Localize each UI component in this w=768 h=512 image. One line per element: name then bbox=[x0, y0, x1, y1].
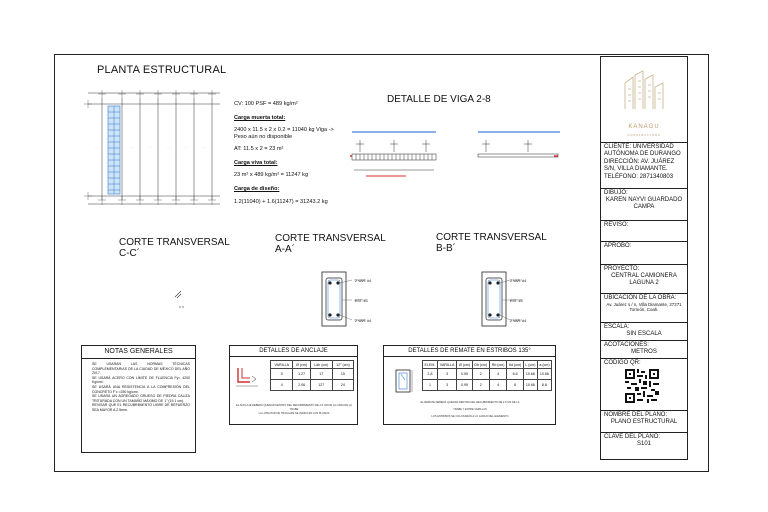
table-row bbox=[271, 380, 354, 391]
plan-dim-4: · · · bbox=[166, 146, 171, 149]
table-row bbox=[271, 369, 354, 380]
plan-name-value: PLANO ESTRUCTURAL bbox=[610, 419, 678, 425]
remate-header-cell: VARILLA bbox=[437, 361, 457, 369]
section-aa-line-2: A-A´ bbox=[275, 244, 295, 255]
tributary-area: AT: 11.5 x 2 = 23 m² bbox=[234, 146, 284, 152]
table-row bbox=[423, 380, 552, 391]
location-value: Av. Juárez s / n, Villa Diamante, 27271 Torreón, Coah. bbox=[606, 302, 682, 313]
remate-footnote-2: TRABE Y ENTRE VARILLAS bbox=[453, 408, 487, 411]
section-bb-title bbox=[436, 232, 547, 254]
project-cell bbox=[601, 265, 687, 294]
remate-cell: 10.66 bbox=[537, 369, 551, 380]
approved-by-label: APROBÓ: bbox=[604, 243, 632, 249]
section-aa-line-1: CORTE TRANSVERSAL bbox=[275, 233, 386, 244]
anchor-table bbox=[270, 360, 354, 391]
remate-cell: 4 bbox=[489, 380, 506, 391]
approved-by-cell bbox=[601, 242, 687, 265]
remate-cell: 1 bbox=[423, 380, 438, 391]
anchor-header-cell: 12° (cm) bbox=[332, 361, 353, 369]
remate-cell: 10.66 bbox=[523, 380, 537, 391]
drawn-by-label: DIBUJÓ: bbox=[604, 190, 628, 196]
remate-header-cell: a (cm) bbox=[539, 362, 550, 367]
anchor-cell: 3 bbox=[271, 369, 293, 380]
section-bb-line-2: B-B´ bbox=[436, 243, 456, 254]
section-aa-top-label: 2 VAR. #4 bbox=[355, 279, 372, 283]
section-aa-title bbox=[275, 233, 386, 255]
section-bb-stirrup-label: EST. #3 bbox=[510, 299, 523, 303]
plan-dim-5: · · · bbox=[184, 146, 189, 149]
remate-cell: 2-8 bbox=[423, 369, 438, 380]
anchor-header-cell: Ø (cm) bbox=[293, 361, 310, 369]
anchor-cell: 4 bbox=[271, 380, 293, 391]
plan-title: PLANTA ESTRUCTURAL bbox=[97, 64, 227, 76]
drawn-by-cell bbox=[601, 189, 687, 221]
logo-text: KANAGU bbox=[628, 124, 660, 130]
plan-dim-2: · · · bbox=[130, 146, 135, 149]
anchor-footnote-1: EL ANCLAJE DEBERÁ QUEDAR DENTRO DEL RECUBRIMIENTO DE 2.5 CM DE LA CARA DE LA TRABE bbox=[236, 404, 352, 411]
plan-key-cell bbox=[601, 433, 687, 459]
revised-by-cell bbox=[601, 221, 687, 242]
remate-header-cell: 6d (cm) bbox=[507, 361, 524, 369]
plan-dim-3: · · · bbox=[148, 146, 153, 149]
remate-cell: 4 bbox=[489, 369, 506, 380]
anchor-cell: 15 bbox=[332, 369, 353, 380]
plan-dim-1: · · · bbox=[94, 146, 99, 149]
table-row bbox=[423, 369, 552, 380]
remate-cell: 0.95 bbox=[457, 380, 472, 391]
section-cc-title bbox=[119, 237, 230, 259]
client-info: CLIENTE: UNIVERSIDAD AUTÓNOMA DE DURANGO DIRECCIÓN: AV. JUÁREZ S/N, VILLA DIAMANTE. TELÉFONO: 2871340803 bbox=[604, 144, 681, 180]
stirrup-hook-drawing bbox=[392, 366, 420, 396]
remate-cell: 8.8 bbox=[537, 380, 551, 391]
section-cc-line-2: C-C´ bbox=[119, 248, 141, 259]
remate-header-cell: ELEM. bbox=[423, 361, 438, 369]
scale-value: SIN ESCALA bbox=[626, 331, 662, 337]
section-bb-drawing bbox=[476, 268, 536, 328]
company-logo bbox=[621, 69, 667, 121]
plan-key-value: S101 bbox=[636, 441, 651, 447]
anchor-cell: 127 bbox=[310, 380, 332, 391]
anchor-header-cell: VARILLA bbox=[271, 361, 293, 369]
anchor-cell: 2.06 bbox=[293, 380, 310, 391]
project-label: PROYECTO: bbox=[604, 266, 640, 272]
units-value: METROS bbox=[631, 349, 657, 355]
dead-load-title: Carga muerta total: bbox=[234, 115, 286, 121]
plan-dim-6: · · · bbox=[202, 146, 207, 149]
plan-key-label: CLAVE DEL PLANO: bbox=[604, 434, 661, 440]
general-note-2: SE USARÁ ACERO CON LÍMITE DE FLUENCIA Fy= 4200 Kg/cm². bbox=[92, 375, 190, 385]
general-note-3: SE USARÁ UNA RESISTENCIA A LA COMPRESIÓN DEL CONCRETO F'c =250 kg/cm². bbox=[92, 384, 190, 394]
remate-header-cell: L (cm) bbox=[525, 362, 536, 367]
section-bb-top-label: 2 VAR. #4 bbox=[510, 279, 527, 283]
structural-plan-drawing bbox=[80, 88, 225, 206]
section-aa-bottom-label: 2 VAR. #4 bbox=[355, 319, 372, 323]
remate-header-cell: Ø (cm) bbox=[457, 361, 472, 369]
remate-footnote-1: EL REMATE DEBERÁ QUEDAR DENTRO DEL RECUBRIMIENTO DE 2.5 CM DE LA bbox=[420, 401, 520, 404]
live-load-cv: CV: 100 PSF = 489 kg/m² bbox=[234, 101, 298, 107]
stirrup-hook-details-title: DETALLES DE REMATE EN ESTRIBOS 135° bbox=[384, 346, 555, 357]
stirrup-hook-table bbox=[422, 360, 552, 391]
dead-load-line-2: Peso aún no disponible bbox=[234, 134, 293, 140]
section-aa-stirrup-label: EST. #3 bbox=[355, 299, 368, 303]
remate-cell: 2 bbox=[472, 369, 489, 380]
remate-cell: 0.95 bbox=[457, 369, 472, 380]
scale-label: ESCALA: bbox=[604, 324, 630, 330]
qr-cell bbox=[601, 359, 687, 411]
remate-cell: 3 bbox=[437, 369, 457, 380]
drawn-by-value: KAREN NAYVI GUARDADO CAMPA bbox=[605, 197, 683, 210]
live-load-title: Carga viva total: bbox=[234, 160, 278, 166]
general-note-1: SE USARAN LAS NORMAS TÉCNICAS COMPLEMENTARIAS DE LA CIUDAD DE MÉXICO DEL AÑO 2017. bbox=[92, 362, 190, 376]
scale-cell bbox=[601, 323, 687, 341]
section-cc-drawing bbox=[172, 288, 186, 310]
remate-cell: 10.66 bbox=[523, 369, 537, 380]
section-bb-line-1: CORTE TRANSVERSAL bbox=[436, 232, 547, 243]
anchor-header-cell: Ldh (cm) bbox=[310, 361, 332, 369]
design-load-value: 1.2(11040) + 1.6(11247) = 31243.2 kg bbox=[234, 199, 328, 205]
general-note-5: REVISAR QUE EL RECUBRIMIENTO LIBRE DE REFUERZO SEA MAYOR A 2.5mm. bbox=[92, 403, 190, 412]
logo-subtext: CONSTRUCTORA bbox=[627, 133, 661, 137]
remate-cell: 2 bbox=[472, 380, 489, 391]
anchor-cell: 1.27 bbox=[293, 369, 310, 380]
location-label: UBICACIÓN DE LA OBRA: bbox=[604, 295, 677, 301]
title-block bbox=[600, 56, 688, 460]
anchor-hook-drawing bbox=[234, 366, 264, 394]
remate-header-cell: Rb (cm) bbox=[489, 361, 506, 369]
anchor-cell: 24 bbox=[332, 380, 353, 391]
beam-detail-title: DETALLE DE VIGA 2-8 bbox=[387, 94, 491, 105]
general-notes-title: NOTAS GENERALES bbox=[82, 346, 195, 359]
anchor-details-box bbox=[229, 345, 358, 425]
logo-cell bbox=[601, 57, 687, 143]
live-load-value: 23 m² x 489 kg/m² = 11247 kg bbox=[234, 172, 309, 178]
remate-cell: 6.6 bbox=[507, 369, 524, 380]
general-note-4: SE USARÁ UN AGREGADO GRUESO DE PIEDRA CALIZA TRITURADA CON UN TAMAÑO MÁXIMO DE 1" (19.1 cm). bbox=[92, 394, 190, 403]
location-cell bbox=[601, 294, 687, 323]
units-label: ACOTACIONES: bbox=[604, 342, 649, 348]
section-bb-bottom-label: 2 VAR. #4 bbox=[510, 319, 527, 323]
anchor-cell: 17 bbox=[310, 369, 332, 380]
stirrup-hook-details-box bbox=[383, 345, 556, 425]
units-cell bbox=[601, 341, 687, 359]
beam-detail-drawing bbox=[346, 126, 568, 184]
design-load-title: Carga de diseño: bbox=[234, 186, 280, 192]
client-cell bbox=[601, 143, 687, 189]
plan-name-cell bbox=[601, 411, 687, 433]
project-value: CENTRAL CAMIONERA LAGUNA 2 bbox=[611, 273, 677, 286]
qr-code-icon bbox=[625, 369, 659, 403]
revised-by-label: REVISÓ: bbox=[604, 222, 629, 228]
remate-footnote-3: LOS ESTRIBOS SE COLOCARÁN A LO LARGO DEL ELEMENTO bbox=[431, 415, 509, 418]
remate-header-cell: Db (cm) bbox=[472, 361, 489, 369]
remate-cell: 8 bbox=[507, 380, 524, 391]
anchor-footnote-2: LA LONGITUD DE TRASLAPE SE INDICA EN LOS PLANOS bbox=[258, 412, 330, 415]
qr-label: CÓDIGO QR: bbox=[604, 360, 641, 366]
remate-cell: 3 bbox=[437, 380, 457, 391]
general-notes-box bbox=[81, 345, 196, 453]
plan-name-label: NOMBRE DEL PLANO: bbox=[604, 412, 668, 418]
dead-load-line-1: 2400 x 11.5 x 2 x 0.2 = 11040 kg Viga -> bbox=[234, 127, 334, 133]
anchor-details-title: DETALLES DE ANCLAJE bbox=[230, 346, 357, 357]
section-cc-line-1: CORTE TRANSVERSAL bbox=[119, 237, 230, 248]
